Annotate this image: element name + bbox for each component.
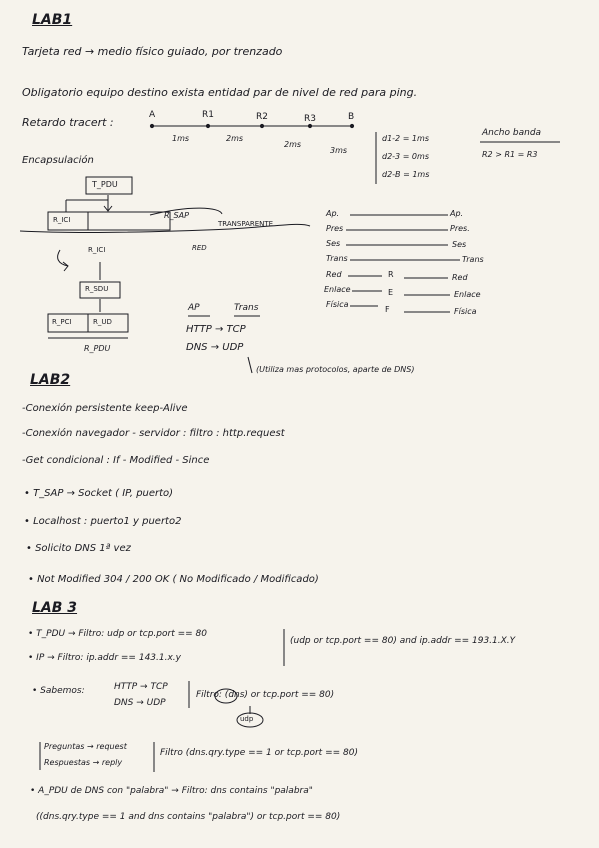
r-ici-top-label: R_ICI [53, 216, 71, 224]
lab2-item-1: -Conexión persistente keep-Alive [22, 403, 188, 414]
lab3-filtro-qry: Filtro (dns.qry.type == 1 or tcp.port == 80) [160, 748, 358, 758]
lab3-respuestas: Respuestas → reply [44, 758, 123, 767]
layer-right-trans: Trans [462, 255, 484, 264]
lab2-title: LAB2 [30, 372, 71, 388]
lab2-item-2: -Conexión navegador - servidor : filtro : http.request [22, 428, 285, 439]
lab3-brace-filter: (udp or tcp.port == 80) and ip.addr == 193.1.X.Y [290, 636, 516, 646]
t-pdu-label: T_PDU [92, 180, 118, 189]
r-pci-label: R_PCI [52, 318, 72, 326]
encapsulacion-label: Encapsulación [22, 155, 94, 166]
lab3-sabemos-http: HTTP → TCP [114, 682, 168, 692]
lab3-apdu: • A_PDU de DNS con "palabra" → Filtro: dns contains "palabra" [30, 786, 313, 796]
layer-left-fisica: Física [326, 300, 349, 309]
delay-d12: d1-2 = 1ms [382, 134, 429, 143]
lab2-item-3: -Get condicional : If - Modified - Since [22, 455, 210, 466]
lab2-item-7: • Not Modified 304 / 200 OK ( No Modificado / Modificado) [28, 574, 319, 585]
layer-right-red: Red [452, 273, 468, 282]
red-label: RED [192, 244, 207, 252]
layer-left-ses: Ses [326, 239, 341, 248]
lab3-line-1: • T_PDU → Filtro: udp or tcp.port == 80 [28, 629, 207, 639]
layer-left-red: Red [326, 270, 342, 279]
lab2-item-5: • Localhost : puerto1 y puerto2 [24, 516, 182, 527]
return-arrow [58, 250, 68, 266]
dns-udp-row: DNS → UDP [186, 342, 244, 353]
r-ici-mid-label: R_ICI [88, 246, 106, 254]
layer-right-fisica: Física [454, 307, 477, 316]
route-label-b: B [348, 112, 355, 122]
route-node-r2 [260, 124, 263, 127]
ancho-banda-value: R2 > R1 = R3 [482, 150, 538, 159]
transparente-label: TRANSPARENTE [218, 220, 274, 228]
route-label-r2: R2 [256, 112, 268, 122]
layer-left-ap: Ap. [326, 209, 340, 218]
r-pdu-label: R_PDU [84, 344, 111, 353]
r-sap-label: R_SAP [164, 211, 189, 220]
route-label-a: A [149, 110, 156, 120]
return-arrowhead [63, 262, 68, 271]
lab3-preguntas: Preguntas → request [44, 742, 127, 751]
ancho-banda-title: Ancho banda [482, 128, 542, 138]
route-delay-2: 2ms [226, 134, 244, 143]
lab3-sabemos-dns: DNS → UDP [114, 698, 166, 708]
note-arrow [248, 357, 252, 373]
route-delay-4: 3ms [330, 146, 348, 155]
ap-head: AP [188, 303, 200, 313]
r-ud-label: R_UD [93, 318, 112, 326]
r-sdu-top-box [88, 212, 170, 230]
layer-left-enlace: Enlace [324, 285, 351, 294]
delay-d23: d2-3 = 0ms [382, 152, 429, 161]
route-label-r3: R3 [304, 114, 316, 124]
lab3-sabemos: • Sabemos: [32, 686, 85, 696]
lab3-final-filter: ((dns.qry.type == 1 and dns contains "palabra") or tcp.port == 80) [36, 812, 341, 822]
lab3-line-2: • IP → Filtro: ip.addr == 143.1.x.y [28, 653, 181, 663]
lab2-item-4: • T_SAP → Socket ( IP, puerto) [24, 488, 174, 499]
r-sdu-label: R_SDU [85, 285, 109, 293]
layer-mid-e: E [388, 288, 394, 297]
route-delay-1: 1ms [172, 134, 190, 143]
lab3-filtro-dns: Filtro: (dns) or tcp.port == 80) [196, 690, 335, 700]
lab1-obligatorio: Obligatorio equipo destino exista entidad par de nivel de red para ping. [22, 86, 418, 99]
route-node-b [350, 124, 353, 127]
layer-right-pres: Pres. [450, 224, 470, 233]
layer-mid-r: R [388, 270, 394, 279]
route-node-r3 [308, 124, 311, 127]
udp-note: (Utiliza mas protocolos, aparte de DNS) [256, 365, 415, 374]
delay-d2b: d2-B = 1ms [382, 170, 430, 179]
lab2-item-6: • Solicito DNS 1ª vez [26, 543, 131, 554]
lab3-title: LAB 3 [32, 600, 78, 616]
route-node-a [150, 124, 153, 127]
layer-right-enlace: Enlace [454, 290, 481, 299]
lab1-tarjeta: Tarjeta red → medio físico guiado, por trenzado [22, 45, 283, 58]
http-tcp-row: HTTP → TCP [186, 324, 246, 335]
layer-right-ses: Ses [452, 240, 467, 249]
route-delay-3: 2ms [284, 140, 302, 149]
route-node-r1 [206, 124, 209, 127]
layer-mid-f: F [385, 305, 390, 314]
trans-head: Trans [234, 303, 259, 313]
layer-left-pres: Pres [326, 224, 344, 233]
lab1-retardo: Retardo tracert : [22, 116, 114, 129]
lab3-udp-circle-label: udp [240, 715, 254, 723]
layer-left-trans: Trans [326, 254, 348, 263]
lab1-title: LAB1 [32, 12, 73, 28]
layer-right-ap: Ap. [450, 209, 464, 218]
route-label-r1: R1 [202, 110, 214, 120]
